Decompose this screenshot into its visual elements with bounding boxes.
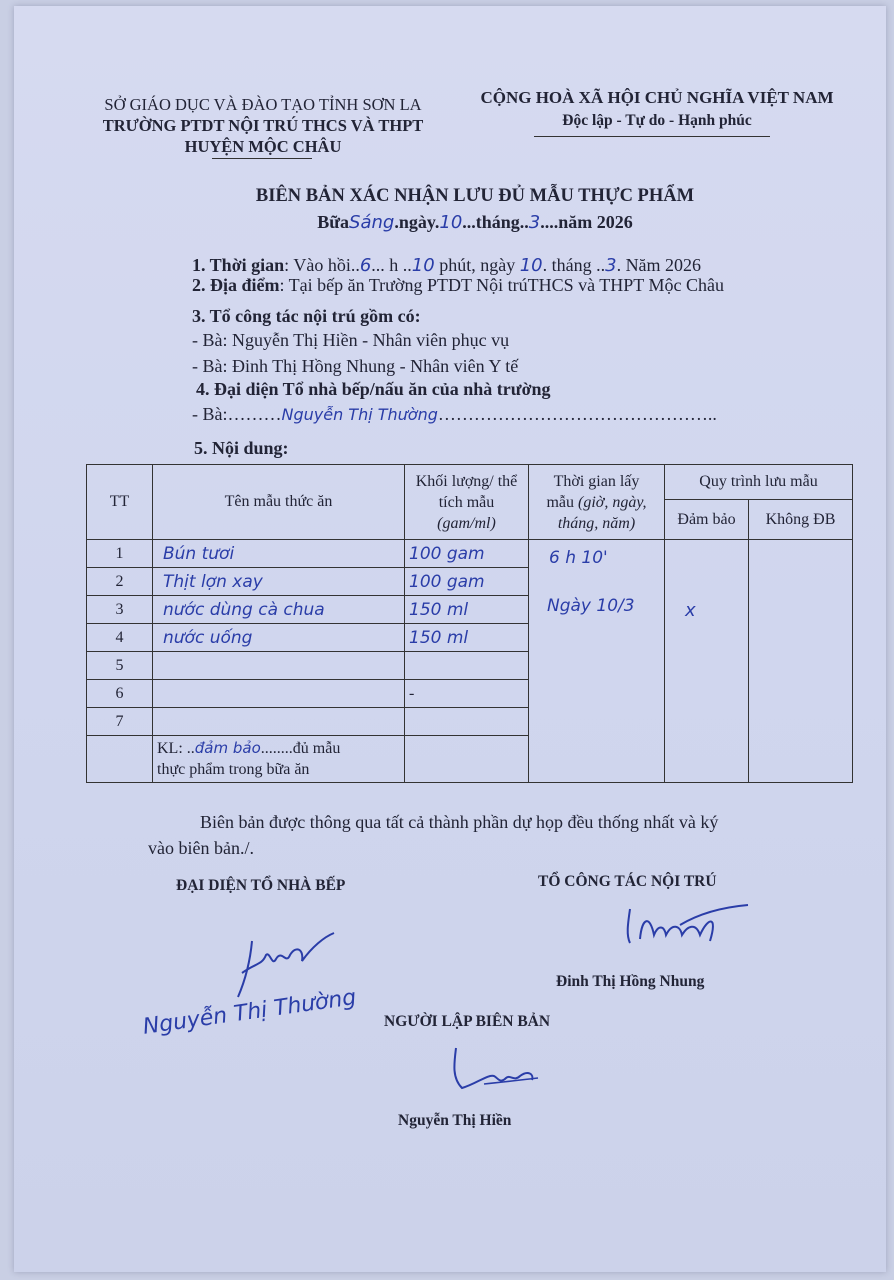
meal-day: 10 xyxy=(439,212,463,233)
table-row: 6 - xyxy=(87,680,853,708)
header-country: CỘNG HOÀ XÃ HỘI CHỦ NGHĨA VIỆT NAM xyxy=(480,88,834,107)
table-row: 5 xyxy=(87,652,853,680)
header-department: SỞ GIÁO DỤC VÀ ĐÀO TẠO TỈNH SƠN LA xyxy=(104,95,422,114)
not-ok-cell xyxy=(749,540,853,783)
content-label: 5. Nội dung: xyxy=(194,438,289,458)
header-food-name: Tên mẫu thức ăn xyxy=(153,465,405,540)
header-ok: Đảm bảo xyxy=(665,500,749,540)
header-weight: Khối lượng/ thể tích mẫu (gam/ml) xyxy=(405,465,529,540)
time-day: 10 xyxy=(519,255,543,276)
sample-time-cell xyxy=(529,540,665,783)
ok-cell xyxy=(665,540,749,783)
ok-mark: x xyxy=(685,600,696,621)
writer-sign-title: NGƯỜI LẬP BIÊN BẢN xyxy=(384,1013,551,1030)
header-motto: Độc lập - Tự do - Hạnh phúc xyxy=(562,112,752,129)
meal-value: Sáng xyxy=(349,212,395,233)
writer-signature-icon xyxy=(448,1044,548,1094)
kitchen-label: 4. Đại diện Tổ nhà bếp/nấu ăn của nhà trường xyxy=(196,379,551,399)
writer-sign-name: Nguyễn Thị Hiền xyxy=(398,1112,512,1129)
team-member-1: - Bà: Nguyễn Thị Hiền - Nhân viên phục vụ xyxy=(192,330,510,350)
table-row: 2 Thịt lợn xay 100 gam xyxy=(87,568,853,596)
kitchen-name: Nguyễn Thị Thường xyxy=(281,405,438,424)
kitchen-signature-name: Nguyễn Thị Thường xyxy=(141,985,358,1040)
sample-time: 6 h 10' xyxy=(549,548,608,568)
sample-table xyxy=(86,464,853,783)
time-month: 3 xyxy=(605,255,617,276)
conclusion-cell: KL: ..đảm bảo........đủ mẫu thực phẩm trong bữa ăn xyxy=(153,736,405,783)
team-label: 3. Tổ công tác nội trú gồm có: xyxy=(192,306,421,326)
kitchen-sign-title: ĐẠI DIỆN TỔ NHÀ BẾP xyxy=(176,877,346,894)
team-member-2: - Bà: Đinh Thị Hồng Nhung - Nhân viên Y tế xyxy=(192,356,519,376)
header-school: TRƯỜNG PTDT NỘI TRÚ THCS VÀ THPT xyxy=(102,116,424,135)
meal-line: BữaSáng.ngày.10...tháng..3....năm 2026 xyxy=(317,212,633,233)
conclusion-value: đảm bảo xyxy=(194,739,261,757)
document-title: BIÊN BẢN XÁC NHẬN LƯU ĐỦ MẪU THỰC PHẨM xyxy=(255,186,695,206)
table-row: 4 nước uống 150 ml xyxy=(87,624,853,652)
meal-month: 3 xyxy=(528,212,541,233)
team-sign-name: Đinh Thị Hồng Nhung xyxy=(556,973,705,990)
kitchen-line: - Bà:………Nguyễn Thị Thường……………………………………….. xyxy=(192,404,717,424)
team-signature-icon xyxy=(620,895,760,955)
header-left-underline xyxy=(212,158,312,159)
header-process: Quy trình lưu mẫu xyxy=(665,465,853,500)
header-left xyxy=(96,94,430,157)
time-line: 1. Thời gian: Vào hồi..6... h ..10 phút, ngày 10. tháng ..3. Năm 2026 xyxy=(192,255,702,276)
header-right xyxy=(476,86,838,132)
sample-date: Ngày 10/3 xyxy=(547,596,635,616)
header-tt: TT xyxy=(87,465,153,540)
table-row: 1 Bún tươi 100 gam 6 h 10' Ngày 10/3 x xyxy=(87,540,853,568)
time-hour: 6 xyxy=(359,255,372,276)
table-row: 3 nước dùng cà chua 150 ml xyxy=(87,596,853,624)
place-line: 2. Địa điểm: Tại bếp ăn Trường PTDT Nội trúTHCS và THPT Mộc Châu xyxy=(192,275,724,295)
header-right-underline xyxy=(534,136,770,137)
time-minute: 10 xyxy=(411,255,435,276)
header-sample-time: Thời gian lấy mẫu (giờ, ngày, tháng, năm) xyxy=(529,465,665,540)
closing-line-1: Biên bản được thông qua tất cả thành phần dự họp đều thống nhất và ký xyxy=(200,812,719,832)
closing-line-2: vào biên bản./. xyxy=(148,838,254,858)
table-row: 7 xyxy=(87,708,853,736)
header-not-ok: Không ĐB xyxy=(749,500,853,540)
header-district: HUYỆN MỘC CHÂU xyxy=(184,137,342,156)
team-sign-title: TỔ CÔNG TÁC NỘI TRÚ xyxy=(538,873,717,890)
